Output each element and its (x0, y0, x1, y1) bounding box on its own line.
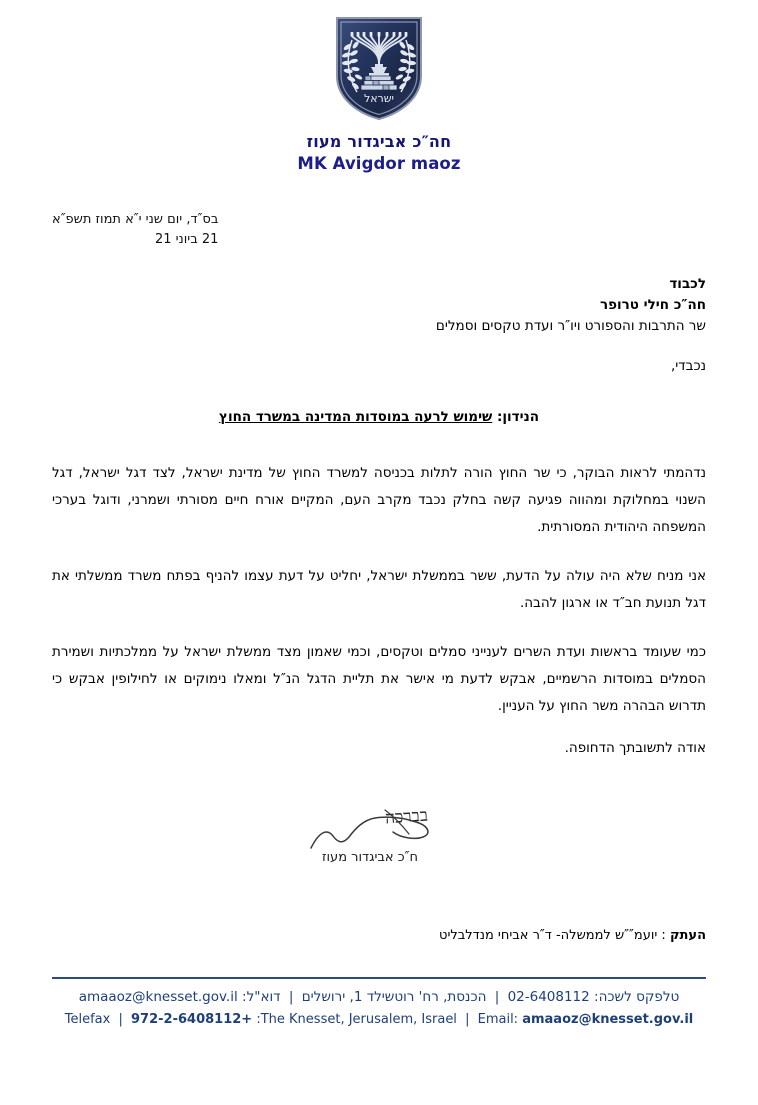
subject-line (0, 409, 758, 425)
footer-phone-label: טלפקס לשכה: (594, 989, 680, 1006)
signature-greeting-text: בברכה (384, 805, 429, 829)
date-gregorian: 21 ביוני 21 (154, 232, 219, 248)
footer-english-line (52, 1010, 706, 1030)
footer-divider (52, 977, 706, 979)
footer-fax-number[interactable]: 972-2-6408112+ (131, 1011, 253, 1027)
body-paragraph: כמי שעומד בראשות ועדת השרים לענייני סמלים וטקסים, וכמי שאמון מצד ממשלת ישראל על ממלכתיות ושמירת הסמלים במוסדות הרשמיים, אבקש לדעת מי אישר את תליית הדגל הנ″ל ומאלו נימוקים או לחילופין אבקש כי תדרוש הבהרה משר החוץ על העניין. (52, 644, 706, 714)
signature-name: ח″כ אביגדור מעוז (322, 850, 418, 865)
recipient-name: חה″כ חילי טרופר (600, 296, 706, 313)
svg-text:ישראל: ישראל (363, 92, 395, 105)
recipient-block (436, 274, 706, 337)
body-paragraph: נדהמתי לראות הבוקר, כי שר החוץ הורה לתלות בכניסה למשרד החוץ של מדינת ישראל, לצד דגל ישראל, דגל השנוי במחלוקת ומהווה פגיעה קשה בחלק נכבד מקרב העם, המקיים אורח חיים מסורתי ושמרני, ודוגל בערכי המשפחה היהודית המסורתית. (52, 465, 706, 535)
date-hebrew: בס″ד, יום שני י″א תמוז תשפ″א (52, 212, 219, 227)
footer-email-label-english: Email: (477, 1011, 519, 1027)
footer-address-english: :The Knesset, Jerusalem, Israel (256, 1011, 457, 1027)
footer-separator: | (118, 1011, 123, 1027)
cc-label: העתק (669, 928, 706, 943)
footer (52, 977, 706, 1029)
footer-separator: | (288, 989, 294, 1006)
cc-separator: : (657, 928, 670, 943)
letterhead-name-hebrew: חה″כ אביגדור מעוז (306, 132, 452, 151)
footer-address: הכנסת, רח' רוטשילד 1, ירושלים (301, 989, 487, 1006)
closing-line: אודה לתשובתך הדחופה. (564, 740, 706, 756)
letterhead (0, 0, 758, 173)
israel-state-emblem-icon (331, 14, 427, 122)
body-paragraph: אני מניח שלא היה עולה על הדעת, ששר בממשלת ישראל, יחליט על דעת עצמו להניף בפתח משרד ממשלתי את דגל תנועת חב″ד או ארגון להבה. (52, 568, 706, 611)
footer-email-english[interactable]: amaaoz@knesset.gov.il (522, 1011, 694, 1027)
recipient-honorific: לכבוד (669, 276, 706, 292)
cc-recipient: יועמ″″ש לממשלה- ד″ר אביחי מנדלבליט (439, 928, 658, 943)
date-block (52, 210, 218, 250)
cc-line (439, 928, 706, 943)
subject-label: הנידון: (497, 409, 539, 425)
footer-email-label: דוא"ל: (242, 989, 281, 1006)
signature-block (0, 796, 758, 865)
subject-text: שימוש לרעה במוסדות המדינה במשרד החוץ (219, 409, 493, 425)
footer-separator: | (465, 1011, 470, 1027)
footer-separator: | (494, 989, 500, 1006)
salutation: נכבדי, (670, 358, 706, 374)
footer-phone[interactable]: 02-6408112 (507, 989, 590, 1006)
letterhead-name-english: MK Avigdor maoz (297, 154, 461, 173)
footer-fax-label: Telefax (64, 1011, 111, 1027)
handwritten-signature-icon (289, 796, 469, 852)
letter-body (52, 460, 706, 720)
recipient-title: שר התרבות והספורט ויו″ר ועדת טקסים וסמלים (435, 317, 706, 334)
footer-email[interactable]: amaaoz@knesset.gov.il (78, 989, 238, 1006)
footer-hebrew-line (52, 987, 706, 1007)
